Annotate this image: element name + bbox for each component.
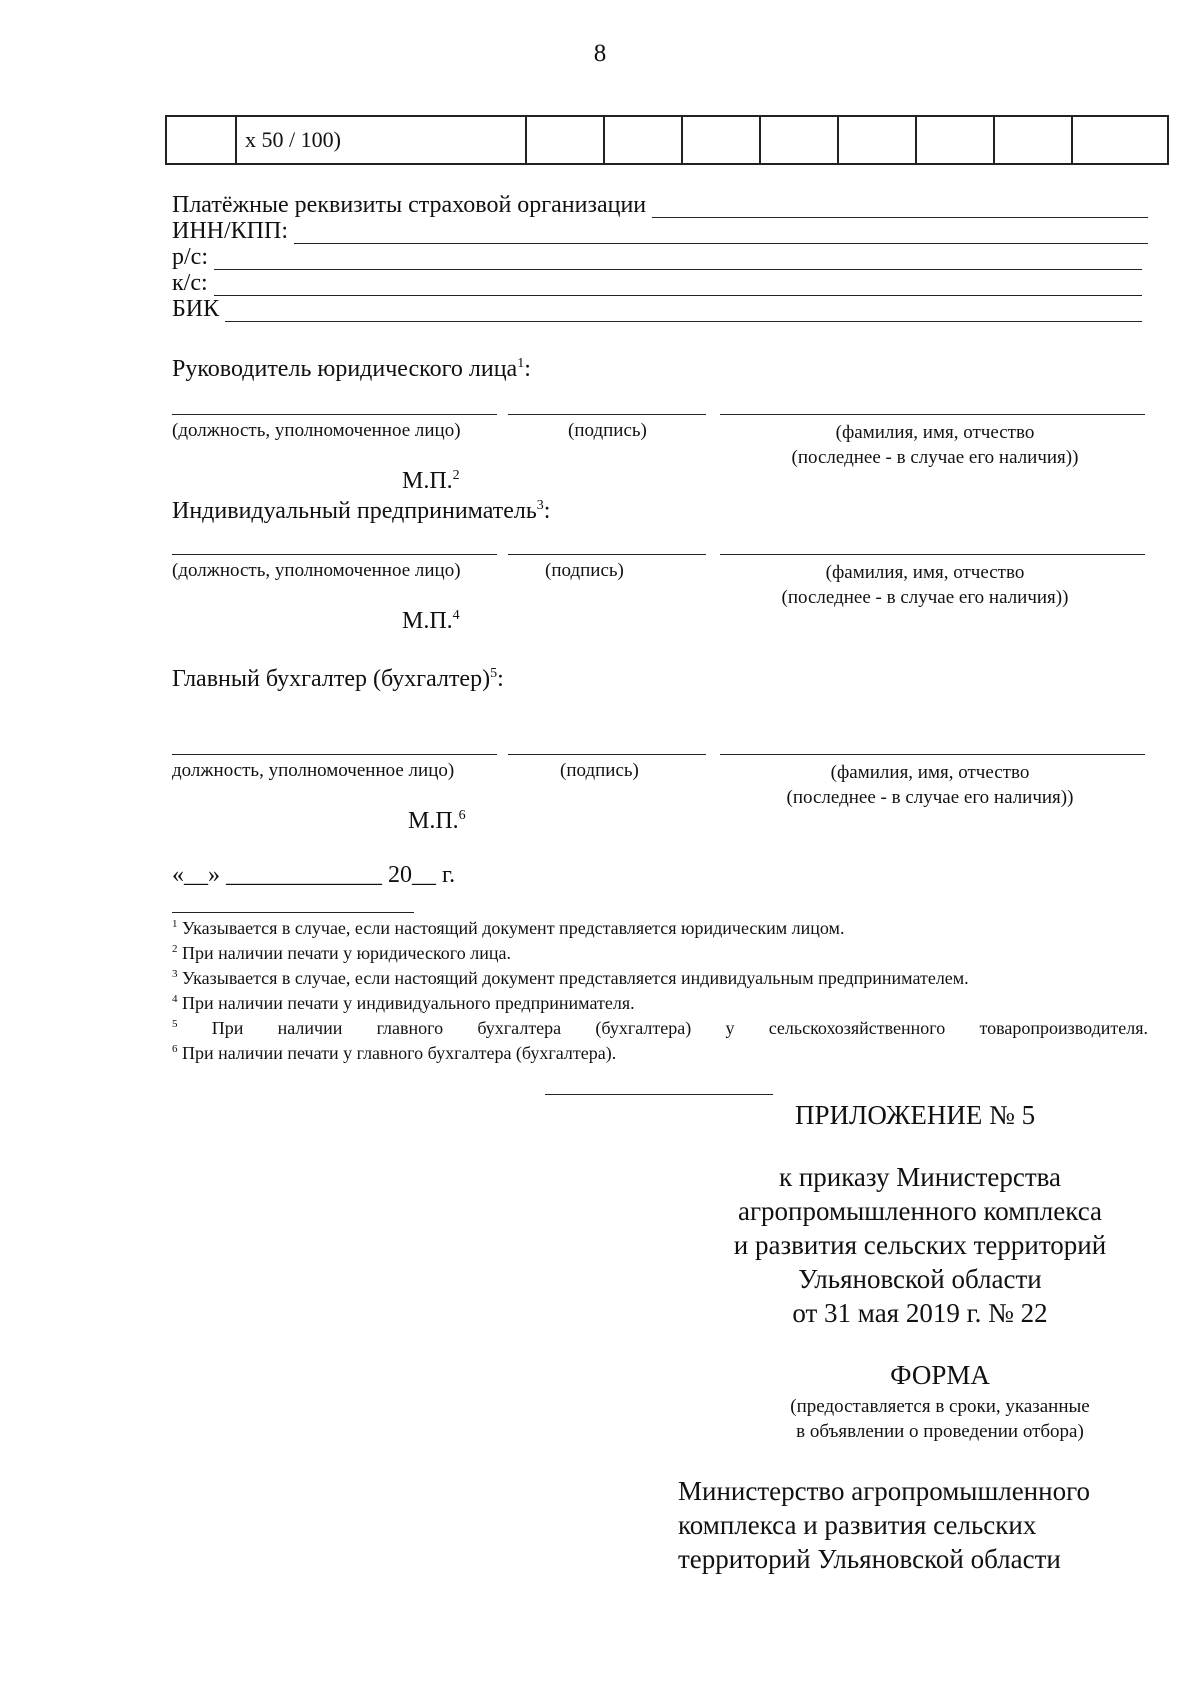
form-note: (предоставляется в сроки, указанные в объявлении о проведении отбора) xyxy=(790,1396,1090,1442)
footnote-1: $^1$ Указывается в случае, если настоящий документ представляется юридическим лицом. xyxy=(172,918,845,938)
table-cell xyxy=(838,116,916,164)
signature-line-position xyxy=(172,414,497,415)
form-title: ФОРМА xyxy=(890,1360,990,1390)
table-cell xyxy=(604,116,682,164)
footnote-3: $^3$ Указывается в случае, если настоящий документ представляется индивидуальным предпринимателем. xyxy=(172,968,969,988)
signature-line-sign xyxy=(508,754,706,755)
requisites-title-line xyxy=(172,192,1148,218)
stamp-place: М.П.$^4$ xyxy=(402,608,460,634)
table-row xyxy=(166,116,1168,164)
page-number: 8 xyxy=(593,40,607,67)
footnote-4: $^4$ При наличии печати у индивидуального предпринимателя. xyxy=(172,993,635,1013)
section-heading-accountant: Главный бухгалтер (бухгалтер)$^5$: xyxy=(172,666,504,692)
table-cell xyxy=(166,116,236,164)
signature-line-name xyxy=(720,414,1145,415)
footnote-separator xyxy=(172,912,414,913)
section-heading-legal-head: Руководитель юридического лица$^1$: xyxy=(172,356,531,382)
signature-line-position xyxy=(172,554,497,555)
stamp-place: М.П.$^6$ xyxy=(408,808,466,834)
top-table xyxy=(165,115,1169,165)
footnote-2: $^2$ При наличии печати у юридического лица. xyxy=(172,943,511,963)
table-cell xyxy=(1072,116,1168,164)
signature-line-sign xyxy=(508,414,706,415)
appendix-reference: к приказу Министерства агропромышленного комплекса и развития сельских территорий Ульяновской области от 31 мая 2019 г. № 22 xyxy=(733,1162,1107,1328)
rs-label: р/с: xyxy=(172,244,208,270)
table-cell xyxy=(916,116,994,164)
footnote-6: $^6$ При наличии печати у главного бухгалтера (бухгалтера). xyxy=(172,1043,617,1063)
caption-full-name: (фамилия, имя, отчество (последнее - в случае его наличия)) xyxy=(781,562,1069,608)
caption-position: должность, уполномоченное лицо) xyxy=(172,760,455,781)
section-heading-entrepreneur: Индивидуальный предприниматель$^3$: xyxy=(172,498,551,524)
ks-line xyxy=(172,270,1142,296)
caption-signature: (подпись) xyxy=(560,760,639,781)
inn-kpp-line xyxy=(172,218,1148,244)
signature-line-name xyxy=(720,754,1145,755)
caption-full-name: (фамилия, имя, отчество (последнее - в случае его наличия)) xyxy=(791,422,1079,468)
caption-position: (должность, уполномоченное лицо) xyxy=(172,420,461,441)
inn-kpp-label: ИНН/КПП: xyxy=(172,218,289,244)
table-cell xyxy=(526,116,604,164)
signature-line-sign xyxy=(508,554,706,555)
caption-signature: (подпись) xyxy=(545,560,624,581)
appendix-separator xyxy=(545,1094,773,1095)
appendix-title: ПРИЛОЖЕНИЕ № 5 xyxy=(795,1100,1036,1130)
caption-signature: (подпись) xyxy=(568,420,647,441)
bik-label: БИК xyxy=(172,296,220,322)
rs-line xyxy=(172,244,1142,270)
signature-line-name xyxy=(720,554,1145,555)
table-cell: x 50 / 100) xyxy=(236,116,526,164)
caption-full-name: (фамилия, имя, отчество (последнее - в случае его наличия)) xyxy=(786,762,1074,808)
signature-line-position xyxy=(172,754,497,755)
requisites-title: Платёжные реквизиты страховой организации xyxy=(172,192,647,218)
table-cell xyxy=(994,116,1072,164)
caption-position: (должность, уполномоченное лицо) xyxy=(172,560,461,581)
bik-line xyxy=(172,296,1142,322)
stamp-place: М.П.$^2$ xyxy=(402,468,460,494)
ks-label: к/с: xyxy=(172,270,208,296)
table-cell xyxy=(682,116,760,164)
date-line: «__» _____________ 20__ г. xyxy=(172,862,456,888)
footnote-5: $^5$ При наличии главного бухгалтера (бухгалтера) у сельскохозяйственного товаропроизводителя. xyxy=(172,1018,1149,1038)
addressee: Министерство агропромышленного комплекса и развития сельских территорий Ульяновской области xyxy=(678,1476,1090,1574)
table-cell xyxy=(760,116,838,164)
